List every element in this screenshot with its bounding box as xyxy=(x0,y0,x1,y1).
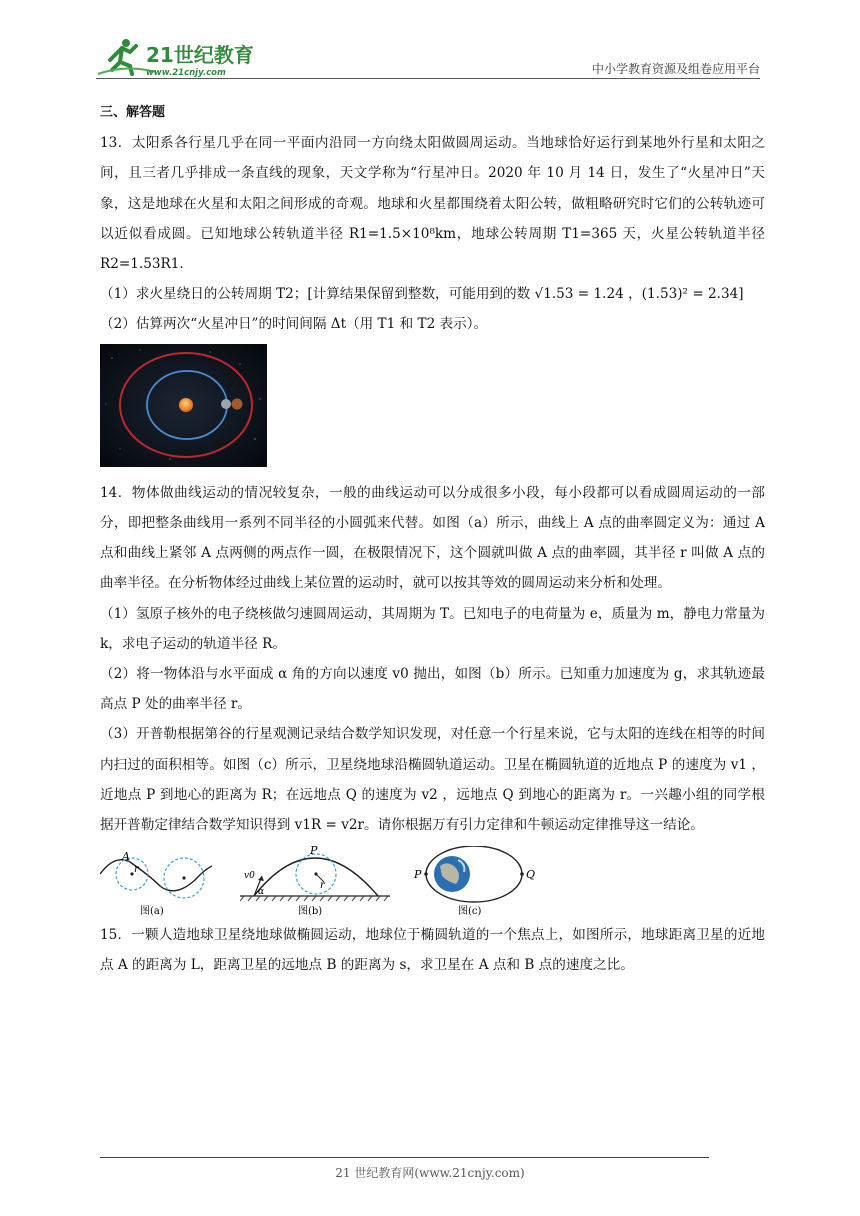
q15-stem: 15．一颗人造地球卫星绕地球做椭圆运动，地球位于椭圆轨道的一个焦点上，如图所示，地球距离卫星的近地点 A 的距离为 L，距离卫星的远地点 B 的距离为 s，求卫星在 A 点和 B 点的速度之比。 xyxy=(100,927,765,974)
q14-figures xyxy=(100,846,765,920)
figure-a xyxy=(100,846,212,920)
svg-text:P: P xyxy=(414,868,422,882)
q14-part2: （2）将一物体沿与水平面成 α 角的方向以速度 v0 抛出，如图（b）所示。已知重力加速度为 g，求其轨迹最高点 P 处的曲率半径 r。 xyxy=(100,666,765,713)
footer-divider xyxy=(100,1157,709,1158)
platform-name: 中小学教育资源及组卷应用平台 xyxy=(591,62,760,76)
header-divider xyxy=(96,78,760,79)
sun-icon xyxy=(179,398,193,412)
main-content xyxy=(100,98,765,981)
q14-stem: 14．物体做曲线运动的情况较复杂，一般的曲线运动可以分成很多小段，每小段都可以看成圆周运动的一部分，即把整条曲线用一系列不同半径的小圆弧来代替。如图（a）所示，曲线上 A 点的曲率圆定义为：通过 A 点和曲线上紧邻 A 点两侧的两点作一圆，在极限情况下，这个圆就叫做 A 点的曲率圆，其半径 r 叫做 A 点的曲率半径。在分析物体经过曲线上某位置的运动时，就可以按其等效的圆周运动来分析和处理。 xyxy=(100,484,765,592)
q14-part1: （1）氢原子核外的电子绕核做匀速圆周运动，其周期为 T。已知电子的电荷量为 e，质量为 m，静电力常量为 k，求电子运动的轨道半径 R。 xyxy=(100,605,765,652)
q13-part1: （1）求火星绕日的公转周期 T2；[计算结果保留到整数，可能用到的数 √1.53 = 1.24 ，(1.53)² = 2.34] xyxy=(100,286,744,303)
figure-c xyxy=(412,846,552,920)
svg-text:r: r xyxy=(134,864,139,876)
svg-text:图(b): 图(b) xyxy=(298,906,323,918)
site-logo xyxy=(96,34,266,78)
svg-text:www.21cnjy.com: www.21cnjy.com xyxy=(146,68,226,78)
earth-icon xyxy=(221,399,231,409)
q13-part2: （2）估算两次“火星冲日”的时间间隔 Δt（用 T1 和 T2 表示）。 xyxy=(100,316,488,333)
q14-part3: （3）开普勒根据第谷的行星观测记录结合数学知识发现，对任意一个行星来说，它与太阳的连线在相等的时间内扫过的面积相等。如图（c）所示，卫星绕地球沿椭圆轨道运动。卫星在椭圆轨道的近地点 P 的速度为 v1 ，近地点 P 到地心的距离为 R；在远地点 Q 的速度为 v2 ，远地点 Q 到地心的距离为 r。一兴趣小组的同学根据开普勒定律结合数学知识得到 v1R = v2r。请你根据万有引力定律和牛顿运动定律推导这一结论。 xyxy=(100,726,765,834)
svg-text:图(a): 图(a) xyxy=(140,906,164,918)
svg-text:A: A xyxy=(122,850,130,864)
mars-icon xyxy=(232,398,243,409)
svg-text:α: α xyxy=(258,887,265,898)
svg-text:r: r xyxy=(320,880,325,892)
figure-b xyxy=(240,846,390,920)
svg-text:v0: v0 xyxy=(244,871,255,882)
section-title: 三、解答题 xyxy=(100,105,166,120)
svg-text:图(c): 图(c) xyxy=(458,906,482,918)
page-footer: 21 世纪教育网(www.21cnjy.com) xyxy=(335,1166,525,1180)
page-header xyxy=(96,34,760,82)
svg-text:21世纪教育: 21世纪教育 xyxy=(146,43,254,67)
svg-text:P: P xyxy=(310,846,318,858)
q13-stem: 13．太阳系各行星几乎在同一平面内沿同一方向绕太阳做圆周运动。当地球恰好运行到某地外行星和太阳之间，且三者几乎排成一条直线的现象，天文学称为“行星冲日。2020 年 10 月 14 日，发生了“火星冲日”天象，这是地球在火星和太阳之间形成的奇观。地球和火星都围绕着太阳公转，做粗略研究时它们的公转轨迹可以近似看成圆。已知地球公转轨道半径 R1=1.5×10⁸km，地球公转周期 T1=365 天，火星公转轨道半径 R2=1.53R1. xyxy=(100,135,765,273)
mars-opposition-image xyxy=(100,344,267,467)
svg-text:Q: Q xyxy=(526,868,536,882)
